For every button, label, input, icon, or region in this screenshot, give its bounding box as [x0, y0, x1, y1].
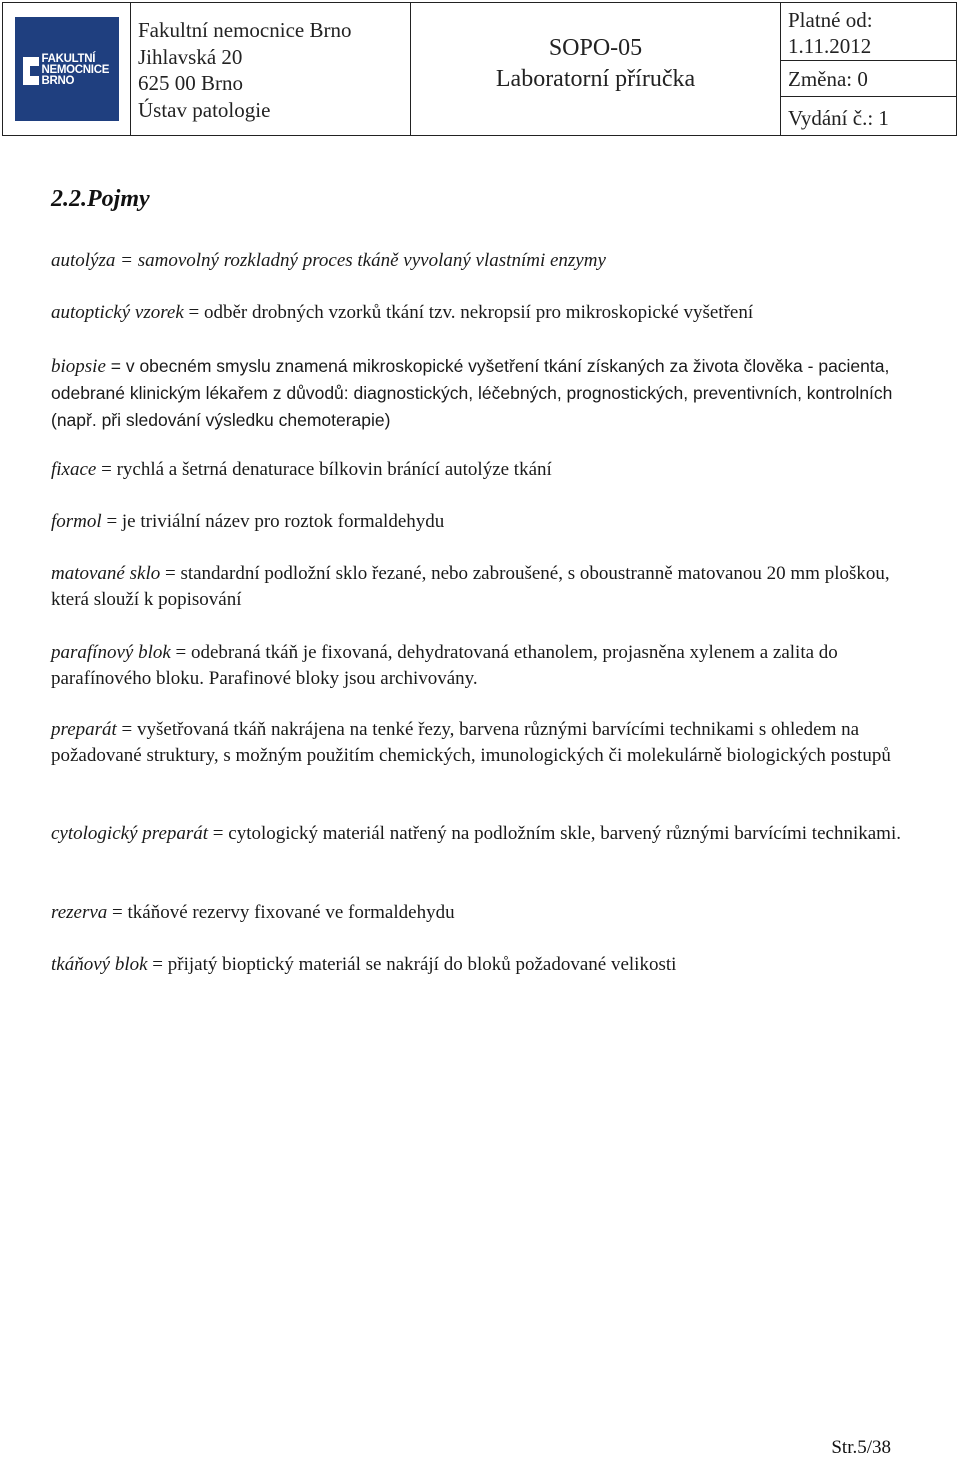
org-name: Fakultní nemocnice Brno [138, 18, 352, 42]
organization-info [131, 3, 411, 135]
logo-text: FAKULTNÍ NEMOCNICE BRNO [41, 53, 110, 87]
definition: = samovolný rozkladný proces tkáně vyvolaný vlastními enzymy [115, 250, 606, 271]
term: cytologický preparát [51, 823, 209, 844]
document-header [2, 2, 957, 136]
definition-cytologicky-preparat [51, 821, 921, 847]
term: rezerva [51, 902, 108, 923]
org-street: Jihlavská 20 [138, 44, 243, 69]
definition: = v obecném smyslu znamená mikroskopické vyšetření tkání získaných za života člověka - pacienta, odebrané klinickým lékařem z důvodů: diagnostických, léčebných, prognostických, preventivních, kontrolních (např. při sledování výsledku chemoterapie) [51, 356, 893, 430]
term: autolýza [51, 250, 116, 271]
definition-rezerva [51, 900, 921, 926]
document-title: Laboratorní příručka [495, 66, 696, 92]
definition-fixace [51, 457, 921, 483]
definition: = cytologický materiál natřený na podložním skle, barvený různými barvícími technikami. [208, 823, 901, 844]
term: tkáňový blok [51, 954, 148, 975]
term: preparát [51, 719, 117, 740]
hospital-logo [15, 17, 119, 121]
definition: = tkáňové rezervy fixované ve formaldehydu [107, 902, 455, 923]
term: autoptický vzorek [51, 302, 184, 323]
definition: = je triviální název pro roztok formaldehydu [101, 511, 445, 532]
document-meta [781, 3, 956, 135]
term: parafínový blok [51, 642, 171, 663]
definition-tkanovy-blok [51, 952, 921, 978]
document-title-cell [411, 3, 781, 135]
term: formol [51, 511, 102, 532]
definition-preparat [51, 717, 921, 769]
definition: = přijatý bioptický materiál se nakrájí do bloků požadované velikosti [147, 954, 677, 975]
term: biopsie [51, 356, 106, 377]
definition-matovane-sklo [51, 561, 921, 613]
definition-autopticky-vzorek [51, 300, 921, 326]
logo-mark-icon [23, 57, 39, 85]
definition: = rychlá a šetrná denaturace bílkovin bránící autolýze tkání [96, 459, 552, 480]
definition: = odebraná tkáň je fixovaná, dehydratovaná ethanolem, projasněna xylenem a zalita do parafínového bloku. Parafinové bloky jsou archivovány. [51, 642, 838, 689]
document-code: SOPO-05 [548, 35, 643, 61]
definition-biopsie [51, 353, 921, 434]
definition: = vyšetřovaná tkáň nakrájena na tenké řezy, barvena různými barvícími technikami s ohledem na požadované struktury, s možným použitím chemických, imunologických či molekulárně biologických postupů [51, 719, 891, 766]
org-department: Ústav patologie [138, 97, 271, 122]
definition: = standardní podložní sklo řezané, nebo zabroušené, s oboustranně matovanou 20 mm ploškou, která slouží k popisování [51, 563, 890, 610]
section-title: 2.2.Pojmy [51, 186, 150, 212]
definition-autolyza [51, 248, 921, 274]
edition-number: Vydání č.: 1 [788, 106, 889, 130]
term: matované sklo [51, 563, 161, 584]
term: fixace [51, 459, 97, 480]
change-number: Změna: 0 [781, 61, 956, 97]
definition-formol [51, 509, 921, 535]
definition-parafinovy-blok [51, 640, 921, 692]
definition: = odběr drobných vzorků tkání tzv. nekropsií pro mikroskopické vyšetření [183, 302, 754, 323]
logo-cell [3, 3, 131, 135]
valid-from: Platné od: 1.11.2012 [781, 3, 956, 61]
page-number: Str.5/38 [831, 1437, 891, 1458]
org-city: 625 00 Brno [138, 71, 243, 95]
